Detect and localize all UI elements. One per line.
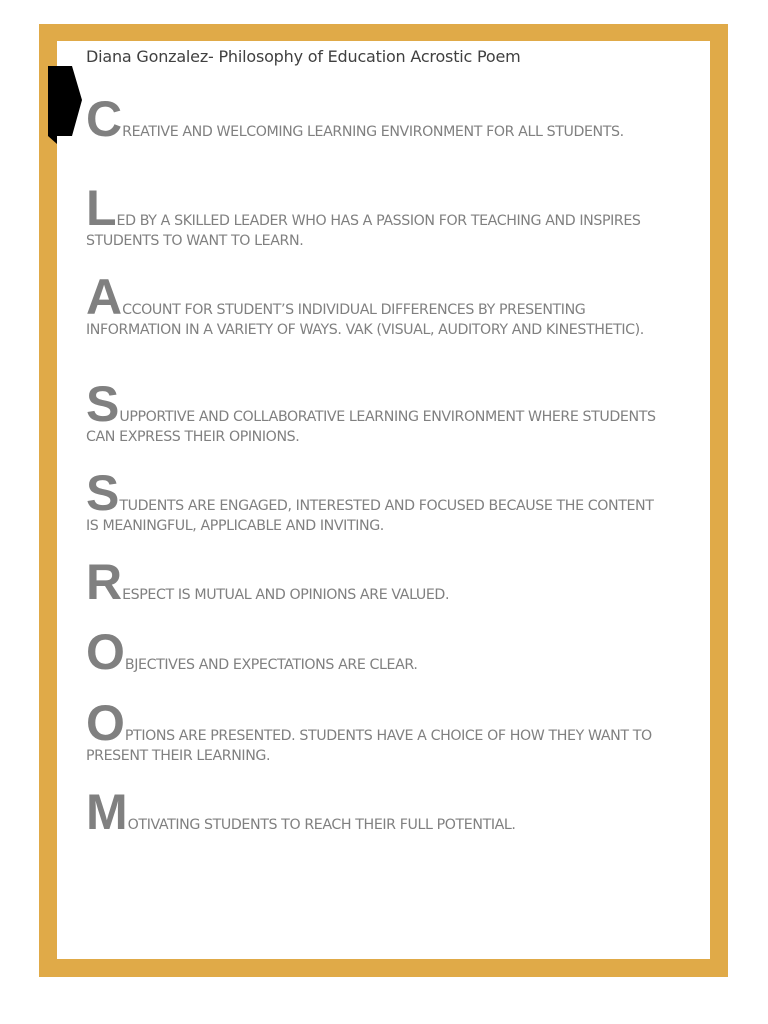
acrostic-letter: M — [86, 784, 128, 840]
acrostic-letter: S — [86, 376, 120, 432]
acrostic-line-o1 — [86, 624, 666, 680]
acrostic-text: OTIVATING STUDENTS TO REACH THEIR FULL POTENTIAL. — [127, 817, 516, 833]
acrostic-letter: A — [86, 269, 123, 325]
acrostic-line-o2 — [86, 695, 666, 766]
acrostic-text: ESPECT IS MUTUAL AND OPINIONS ARE VALUED. — [122, 587, 450, 603]
acrostic-text: CCOUNT FOR STUDENT’S INDIVIDUAL DIFFERENCES BY PRESENTING INFORMATION IN A VARIETY OF WAYS. VAK (VISUAL, AUDITORY AND KINESTHETIC). — [86, 302, 644, 338]
acrostic-text: BJECTIVES AND EXPECTATIONS ARE CLEAR. — [124, 657, 418, 673]
acrostic-text: REATIVE AND WELCOMING LEARNING ENVIRONMENT FOR ALL STUDENTS. — [122, 124, 624, 140]
acrostic-letter: S — [86, 465, 120, 521]
acrostic-line-l — [86, 180, 666, 251]
acrostic-line-s2 — [86, 465, 666, 536]
acrostic-line-r — [86, 554, 666, 610]
acrostic-text: ED BY A SKILLED LEADER WHO HAS A PASSION FOR TEACHING AND INSPIRES STUDENTS TO WANT TO LEARN. — [86, 213, 641, 249]
acrostic-letter: R — [86, 554, 123, 610]
acrostic-letter: L — [86, 180, 117, 236]
acrostic-letter: C — [86, 91, 123, 147]
acrostic-letter: O — [86, 624, 125, 680]
acrostic-line-m — [86, 784, 666, 840]
acrostic-line-a — [86, 269, 666, 340]
acrostic-letter: O — [86, 695, 125, 751]
bookmark-arrow-icon — [48, 66, 82, 144]
document-title: Diana Gonzalez- Philosophy of Education Acrostic Poem — [86, 47, 521, 66]
acrostic-line-c — [86, 91, 666, 147]
acrostic-text: UPPORTIVE AND COLLABORATIVE LEARNING ENVIRONMENT WHERE STUDENTS CAN EXPRESS THEIR OPINIONS. — [86, 409, 656, 445]
acrostic-text: TUDENTS ARE ENGAGED, INTERESTED AND FOCUSED BECAUSE THE CONTENT IS MEANINGFUL, APPLICABLE AND INVITING. — [86, 498, 654, 534]
acrostic-line-s1 — [86, 376, 666, 447]
acrostic-text: PTIONS ARE PRESENTED. STUDENTS HAVE A CHOICE OF HOW THEY WANT TO PRESENT THEIR LEARNING. — [86, 728, 652, 764]
